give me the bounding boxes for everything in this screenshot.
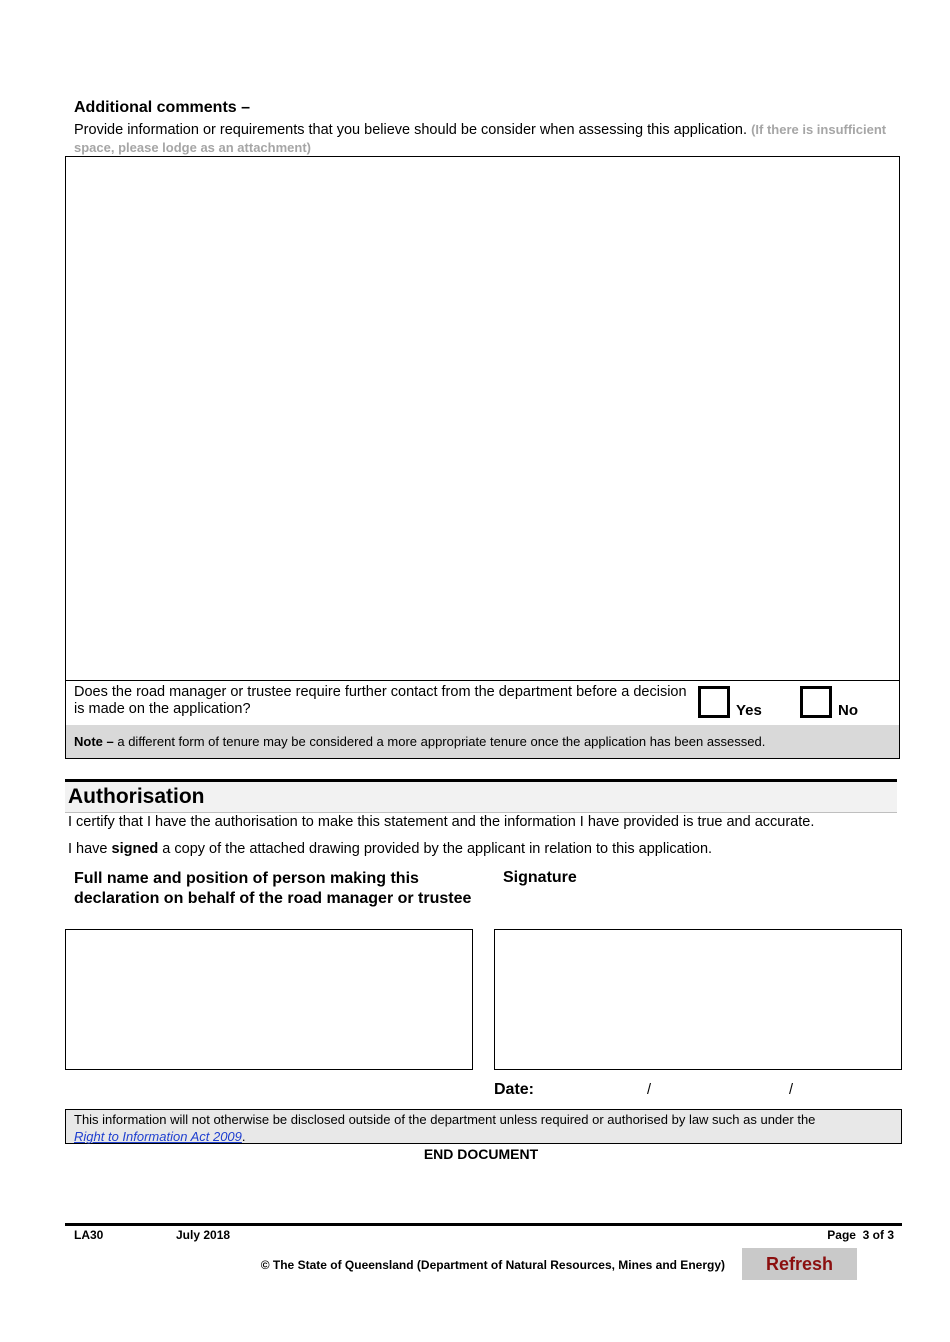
yes-checkbox[interactable] [698, 686, 730, 718]
authorisation-title: Authorisation [68, 785, 205, 808]
end-document-label: END DOCUMENT [423, 1146, 539, 1162]
disclosure-body: This information will not otherwise be disclosed outside of the department unless required or authorised by law such as under the [74, 1112, 816, 1127]
authorisation-title-bar [65, 782, 897, 813]
note-body: a different form of tenure may be considered a more appropriate tenure once the application has been assessed. [117, 734, 766, 749]
date-separator-2: / [789, 1082, 794, 1098]
signed-bold: signed [111, 841, 159, 857]
contact-question: Does the road manager or trustee require further contact from the department before a decision is made on the application? [74, 684, 687, 717]
note-bold: Note – [74, 734, 114, 749]
comments-instruction [74, 121, 904, 157]
note-text [74, 734, 765, 749]
signature-label: Signature [503, 869, 577, 886]
refresh-button[interactable]: Refresh [742, 1248, 857, 1280]
copyright: © The State of Queensland (Department of Natural Resources, Mines and Energy) [260, 1258, 725, 1272]
name-position-field[interactable] [65, 929, 473, 1070]
yes-label: Yes [736, 702, 762, 719]
contact-question-row [65, 680, 900, 726]
comments-heading: Additional comments – [74, 99, 251, 116]
certify-statement: I certify that I have the authorisation to make this statement and the information I have provided is true and accurate. [68, 814, 815, 830]
rti-act-link[interactable]: Right to Information Act 2009 [74, 1129, 242, 1144]
no-checkbox[interactable] [800, 686, 832, 718]
comments-instruction-text: Provide information or requirements that you believe should be consider when assessing this application. [74, 122, 748, 138]
comments-textarea[interactable] [65, 156, 900, 681]
page-number: Page 3 of 3 [827, 1228, 894, 1242]
date-label: Date: [494, 1081, 535, 1098]
link-suffix: . [241, 1129, 246, 1144]
signature-field[interactable] [494, 929, 902, 1070]
disclosure-bar [65, 1109, 902, 1144]
signed-statement [68, 841, 908, 858]
signed-pre: I have [68, 841, 108, 857]
form-date: July 2018 [176, 1228, 231, 1242]
form-code: LA30 [74, 1228, 104, 1242]
note-bar [65, 725, 900, 759]
no-label: No [838, 702, 858, 719]
disclosure-text [74, 1111, 899, 1145]
footer-rule [65, 1223, 902, 1226]
date-separator-1: / [647, 1082, 652, 1098]
name-label: Full name and position of person making this declaration on behalf of the road manager or trustee [74, 870, 472, 907]
signed-post: a copy of the attached drawing provided by the applicant in relation to this application. [162, 841, 713, 857]
comments-hint: (If there is insufficient space, please lodge as an attachment) [74, 122, 887, 155]
